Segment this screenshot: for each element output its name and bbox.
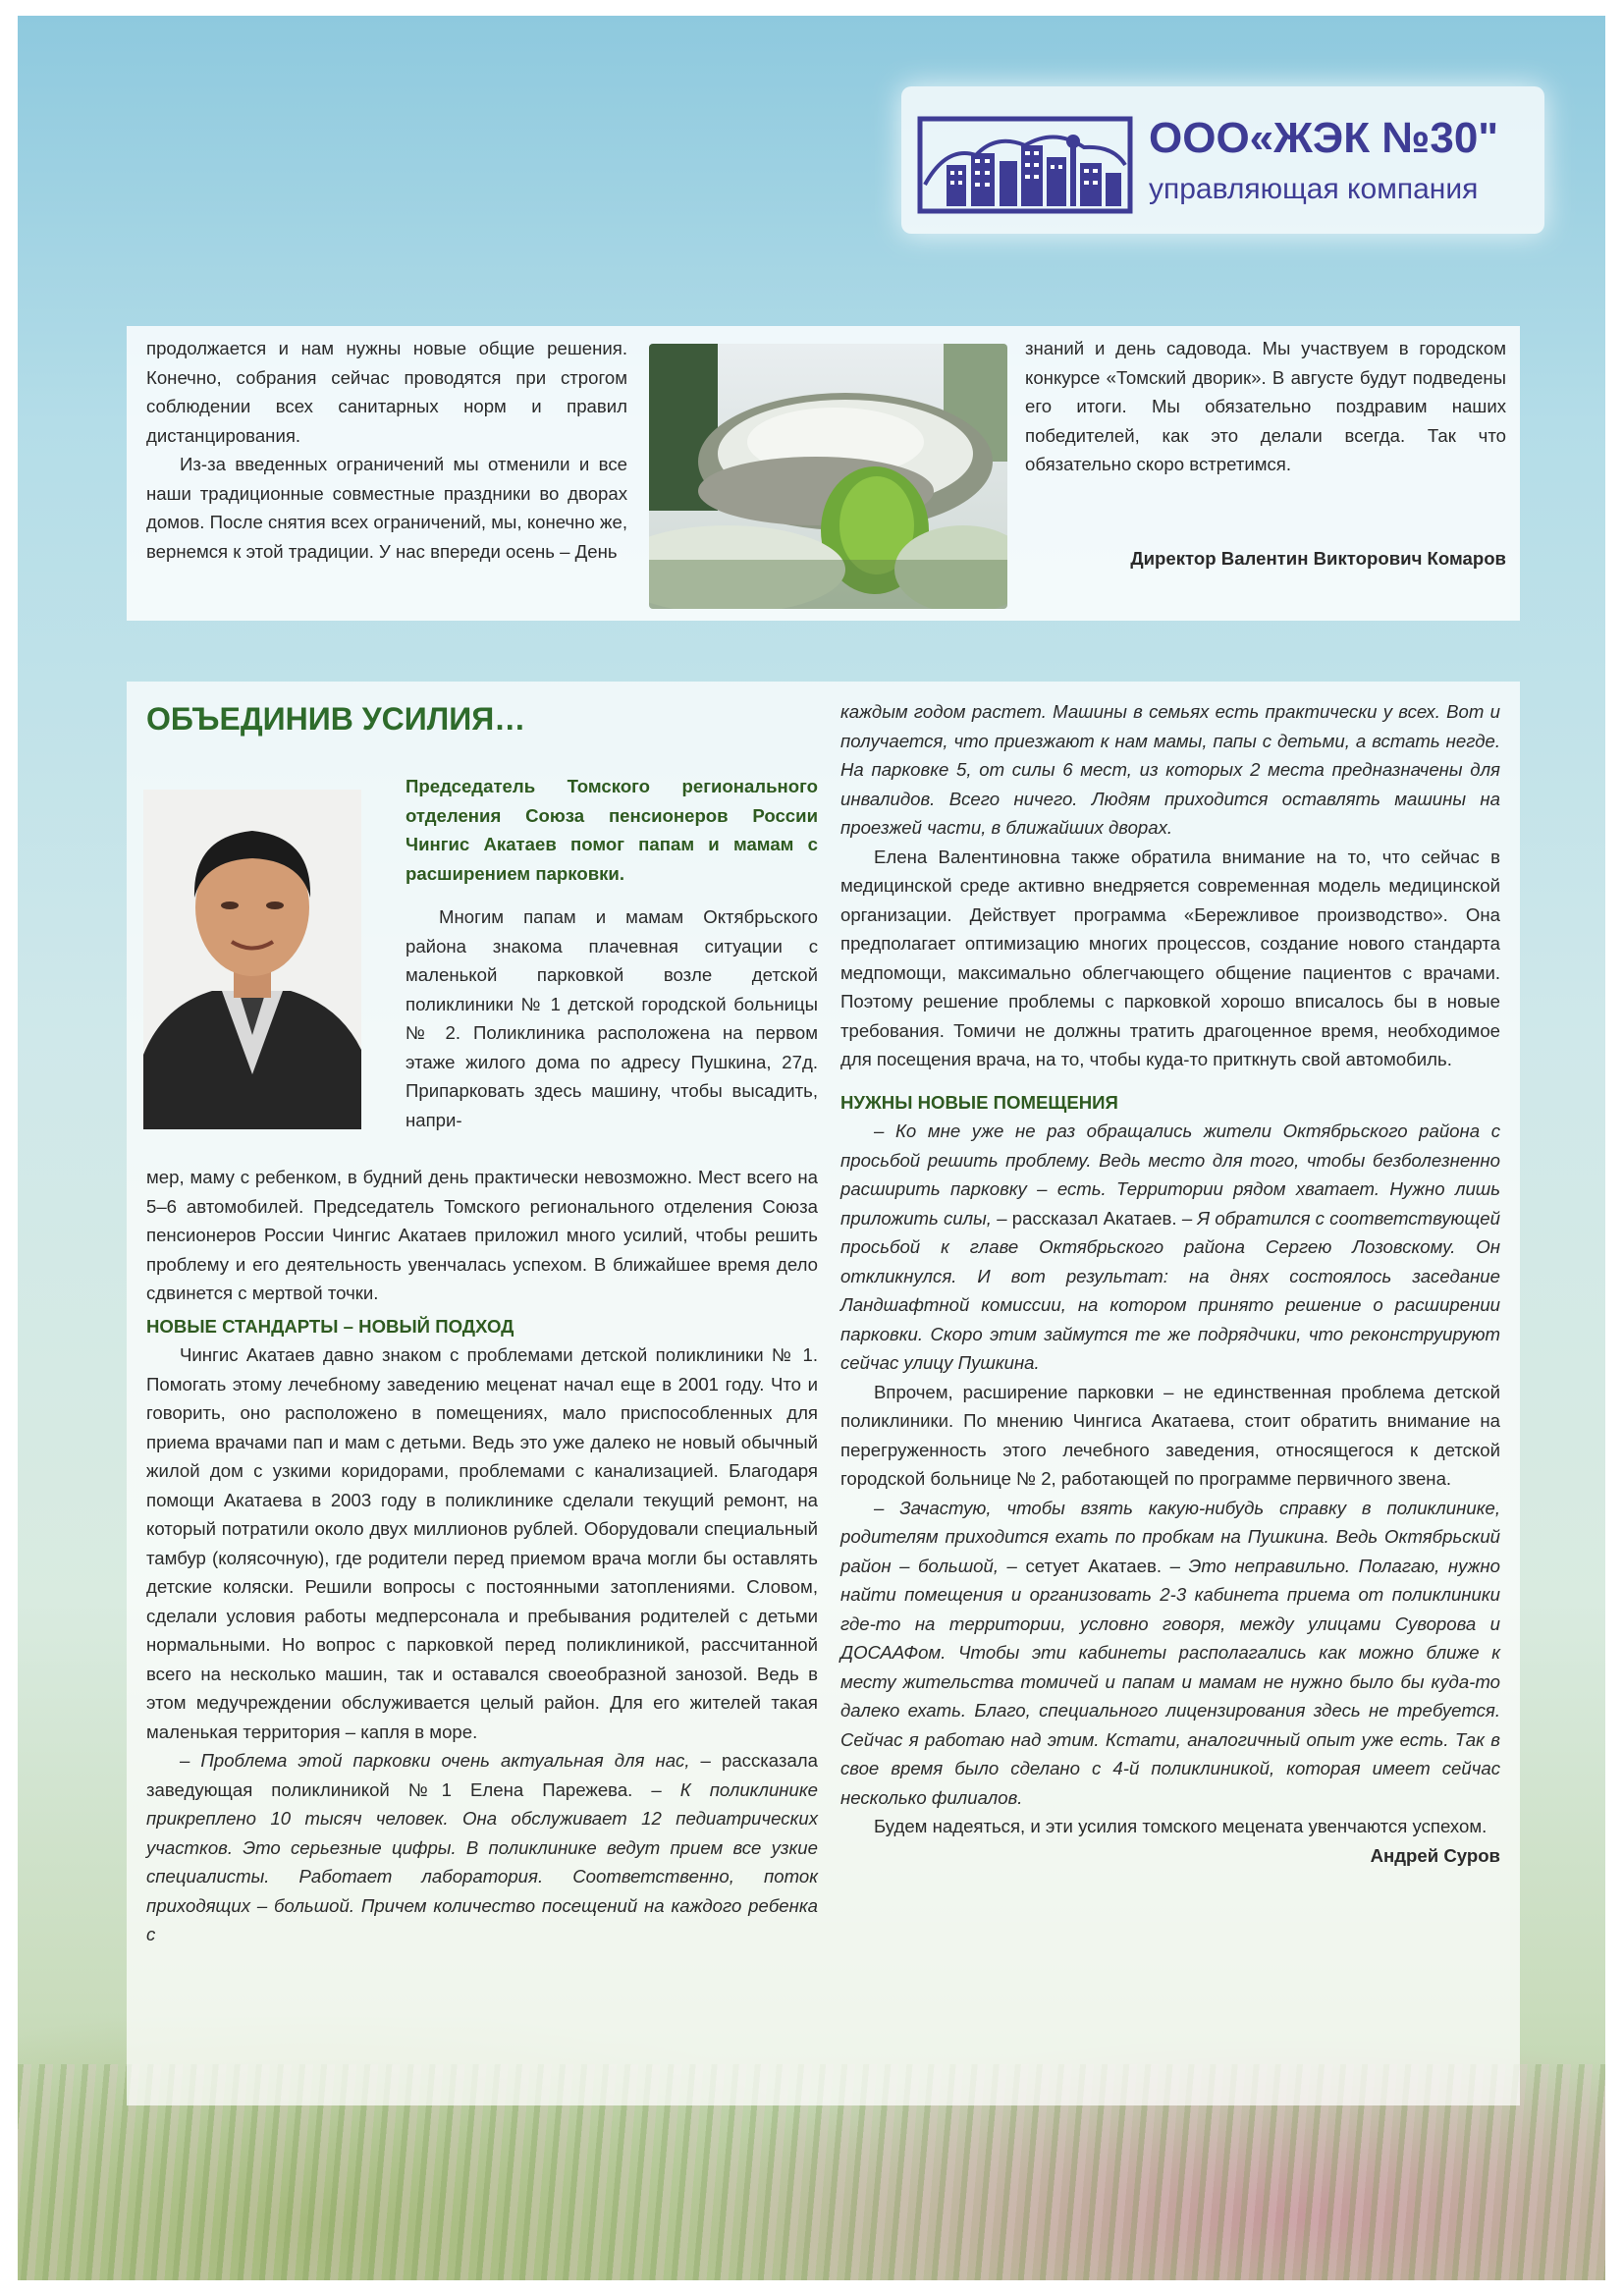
- quote-text: – Я обратился с соответствующей просьбой к главе Октябрьского района Сергею Лозовскому. Он откликнулся. И вот результат: на днях состоялось заседание Ландшафтной комиссии, на котором принято решение о расширении парковки. Скоро этим займутся те же подрядчики, что реконструируют сейчас улицу Пушкина.: [840, 1207, 1500, 1373]
- flowerbed-photo: [649, 344, 1007, 609]
- attribution-text: рассказала заведующая поликлиникой №1 Елена Парежева.: [146, 1750, 818, 1800]
- article-paragraph: каждым годом растет. Машины в семьях есть практически у всех. Вот и получается, что приезжают к нам мамы, папы с детьми, а встать негде. На парковке 5, от силы 6 мест, из которых 2 места предназначены для инвалидов. Всего ничего. Людям приходится оставлять машины на проезжей части, в ближайших дворах.: [840, 701, 1500, 838]
- director-signature: Директор Валентин Викторович Комаров: [1130, 548, 1506, 569]
- city-buildings-icon: [917, 116, 1133, 214]
- article-column-right: [840, 697, 1500, 1870]
- letter-paragraph: Из-за введенных ограничений мы отменили и все наши традиционные совместные праздники во дворах домов. После снятия всех ограничений, мы, конечно же, вернемся к этой традиции. У нас впереди осень – День: [146, 454, 627, 562]
- quote-text: – Проблема этой парковки очень актуальная для нас, –: [180, 1750, 711, 1771]
- attribution-text: рассказал Акатаев.: [1006, 1207, 1182, 1229]
- article-paragraph: [840, 1117, 1500, 1378]
- letter-paragraph: продолжается и нам нужны новые общие решения. Конечно, собрания сейчас проводятся при строгом соблюдении всех санитарных норм и правил дистанцирования.: [146, 338, 627, 446]
- letter-column-left: [146, 334, 627, 566]
- subheading-new-standards: НОВЫЕ СТАНДАРТЫ – НОВЫЙ ПОДХОД: [146, 1315, 514, 1337]
- magazine-page: [18, 16, 1605, 2280]
- letter-column-right: [1025, 334, 1506, 479]
- article-paragraph: мер, маму с ребенком, в будний день практически невозможно. Мест всего на 5–6 автомобилей. Председатель Томского регионального отделения Союза пенсионеров России Чингис Акатаев приложил много усилий, чтобы решить проблему и его деятельность увенчалась успехом. В ближайшее время дело сдвинется с мертвой точки.: [146, 1167, 818, 1303]
- article-headline: ОБЪЕДИНИВ УСИЛИЯ…: [146, 701, 526, 737]
- article-paragraph: [146, 1746, 818, 1949]
- director-letter-panel: [127, 326, 1520, 621]
- portrait-photo: [143, 790, 361, 1129]
- article-paragraph: Впрочем, расширение парковки – не единственная проблема детской поликлиники. По мнению Чингиса Акатаева, стоит обратить внимание на перегруженность этого лечебного заведения, относящегося к детской городской больнице № 2, работающей по программе первичного звена.: [840, 1381, 1500, 1489]
- subheading-new-premises: НУЖНЫ НОВЫЕ ПОМЕЩЕНИЯ: [840, 1091, 1118, 1113]
- attribution-text: сетует Акатаев.: [1016, 1555, 1170, 1576]
- article-paragraph: Будем надеяться, и эти усилия томского мецената увенчаются успехом.: [874, 1816, 1488, 1836]
- article-lead: Председатель Томского регионального отделения Союза пенсионеров России Чингис Акатаев помог папам и мамам с расширением парковки.: [406, 776, 818, 884]
- letter-paragraph: знаний и день садовода. Мы участвуем в городском конкурсе «Томский дворик». В августе будут подведены его итоги. Мы обязательно поздравим наших победителей, как это делали всегда. Так что обязательно скоро встретимся.: [1025, 338, 1506, 474]
- quote-text: – Ко мне уже не раз обращались жители Октябрьского района с просьбой решить проблему. Ведь место для того, чтобы безболезненно расширить парковку – есть. Территории рядом хватает. Нужно лишь приложить силы, –: [840, 1121, 1500, 1229]
- quote-text: – К поликлинике прикреплено 10 тысяч человек. Она обслуживает 12 педиатрических участков. Это серьезные цифры. В поликлинике ведут прием все узкие специалисты. Работает лаборатория. Соответственно, поток приходящих – большой. Причем количество посещений на каждого ребенка с: [146, 1778, 818, 1944]
- company-logo: [901, 86, 1544, 234]
- intro-wrapped-text: [406, 902, 818, 1134]
- company-name: ООО«ЖЭК №30": [1149, 114, 1499, 162]
- article-paragraph: Елена Валентиновна также обратила внимание на то, что сейчас в медицинской среде активно внедряется современная модель медицинской организации. Действует программа «Бережливое производство». Она предполагает оптимизацию многих процессов, создание нового стандарта медпомощи, максимально облегчающего общение пациентов с врачами. Поэтому решение проблемы с парковкой хорошо вписалось бы в новые требования. Томичи не должны тратить драгоценное время, необходимое для посещения врача, на то, чтобы куда-то приткнуть свой автомобиль.: [840, 846, 1500, 1069]
- quote-text: – Зачастую, чтобы взять какую-нибудь справку в поликлинике, родителям приходится ехать по пробкам на Пушкина. Ведь Октябрьский район – большой, –: [840, 1497, 1500, 1576]
- article-paragraph: Многим папам и мамам Октябрьского района знакома плачевная ситуации с маленькой парковкой возле детской поликлиники № 1 детской городской больницы № 2. Поликлиника расположена на первом этаже жилого дома по адресу Пушкина, 27д. Припарковать здесь машину, чтобы высадить, напри-: [406, 906, 818, 1130]
- company-subtitle: управляющая компания: [1149, 173, 1479, 205]
- article-paragraph: [840, 1494, 1500, 1813]
- article-panel: [127, 682, 1520, 2105]
- quote-text: – Это неправильно. Полагаю, нужно найти помещения и организовать 2-3 кабинета приема от поликлиники где-то на территории, условно говоря, между улицами Суворова и ДОСААФом. Чтобы эти кабинеты располагались как можно ближе к месту жительства томичей и папам и мамам не нужно было бы куда-то далеко ехать. Благо, специального лицензирования здесь не требуется. Сейчас я работаю над этим. Кстати, аналогичный опыт уже есть. Так в свое время было сделано с 4-й поликлиникой, которая имеет сейчас несколько филиалов.: [840, 1555, 1501, 1808]
- article-paragraph: Чингис Акатаев давно знаком с проблемами детской поликлиники № 1. Помогать этому лечебному заведению меценат начал еще в 2001 году. Что и говорить, оно расположено в помещениях, мало приспособленных для приема врачами пап и мам с детьми. Ведь это уже далеко не новый обычный жилой дом с узкими коридорами, проблемами с канализацией. Благодаря помощи Акатаева в 2003 году в поликлинике сделали текущий ремонт, на который потратили около двух миллионов рублей. Оборудовали специальный тамбур (колясочную), где родители перед приемом врача могли бы оставлять детские коляски. Решили вопросы с постоянными затоплениями. Словом, сделали условия работы медперсонала и пребывания родителей с детьми нормальными. Но вопрос с парковкой перед поликлиникой, рассчитанной всего на несколько машин, так и оставался своеобразной занозой. Ведь в этом медучреждении обслуживается целый район. Для его жителей такая маленькая территория – капля в море.: [146, 1344, 818, 1742]
- article-column-left: [146, 1163, 818, 1949]
- article-author: Андрей Суров: [1370, 1844, 1500, 1866]
